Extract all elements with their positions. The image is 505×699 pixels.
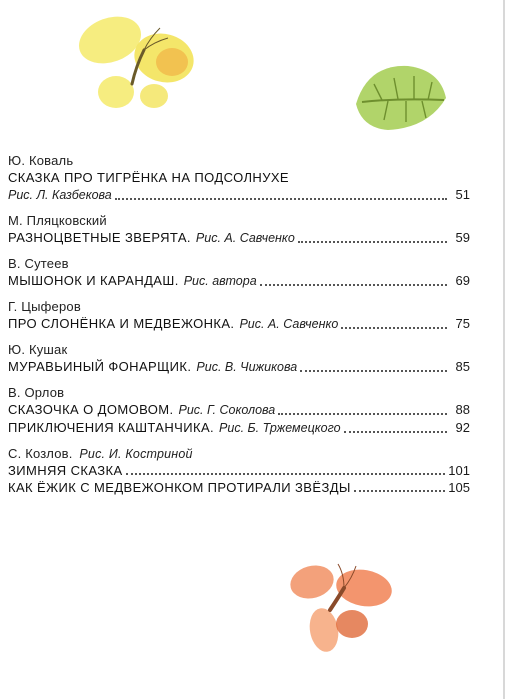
toc-entry	[8, 213, 470, 247]
story-title: РАЗНОЦВЕТНЫЕ ЗВЕРЯТА.	[8, 230, 191, 245]
dot-leader	[126, 473, 446, 475]
dot-leader	[278, 413, 447, 415]
toc-line	[8, 186, 470, 204]
dot-leader	[344, 431, 447, 433]
toc-line	[8, 358, 470, 376]
illustrator-credit: Рис. И. Костриной	[79, 447, 193, 461]
toc-line	[8, 229, 470, 247]
author-name: Ю. Коваль	[8, 153, 74, 168]
author-name	[8, 446, 470, 462]
toc-line	[8, 272, 470, 290]
illustrator-credit: Рис. автора	[183, 274, 257, 288]
toc-entry	[8, 299, 470, 333]
page-number: 85	[455, 359, 470, 374]
toc-line	[8, 401, 470, 419]
leaf-icon	[348, 58, 452, 138]
author-name: М. Пляцковский	[8, 213, 107, 228]
illustrator-credit: Рис. А. Савченко	[239, 317, 339, 331]
illustrator-credit: Рис. Б. Тржемецкого	[219, 421, 341, 435]
story-title: ЗИМНЯЯ СКАЗКА	[8, 463, 123, 478]
page-number: 105	[448, 480, 470, 495]
dot-leader	[298, 241, 447, 243]
page-number: 51	[455, 187, 470, 202]
author-name: Ю. Кушак	[8, 342, 68, 357]
dot-leader	[300, 370, 447, 372]
story-title: СКАЗКА ПРО ТИГРЁНКА НА ПОДСОЛНУХЕ	[8, 170, 289, 185]
author-name: Г. Цыферов	[8, 299, 81, 314]
page-number: 101	[448, 463, 470, 478]
story-title: СКАЗОЧКА О ДОМОВОМ.	[8, 402, 174, 417]
toc-entry	[8, 342, 470, 376]
toc-line	[8, 169, 470, 186]
story-title: ПРО СЛОНЁНКА И МЕДВЕЖОНКА.	[8, 316, 235, 331]
toc-line	[8, 479, 470, 496]
illustrator-credit: Рис. Л. Казбекова	[8, 188, 112, 202]
story-title: ПРИКЛЮЧЕНИЯ КАШТАНЧИКА.	[8, 420, 215, 435]
page-number: 59	[455, 230, 470, 245]
author-name: В. Сутеев	[8, 256, 69, 271]
story-title: МЫШОНОК И КАРАНДАШ.	[8, 273, 179, 288]
orange-butterfly-icon	[282, 558, 398, 662]
toc-entry	[8, 153, 470, 204]
dot-leader	[354, 490, 445, 492]
author-name: В. Орлов	[8, 385, 65, 400]
dot-leader	[341, 327, 447, 329]
page-number: 69	[455, 273, 470, 288]
toc-line	[8, 315, 470, 333]
story-title: КАК ЁЖИК С МЕДВЕЖОНКОМ ПРОТИРАЛИ ЗВЁЗДЫ	[8, 480, 351, 495]
illustrator-credit: Рис. Г. Соколова	[178, 403, 276, 417]
toc-entry	[8, 446, 470, 496]
toc-entry	[8, 256, 470, 290]
author-name-text: С. Козлов.	[8, 446, 73, 461]
toc-line	[8, 419, 470, 437]
toc-line	[8, 462, 470, 479]
dot-leader	[115, 198, 447, 200]
table-of-contents	[8, 153, 470, 505]
yellow-butterfly-icon	[72, 6, 202, 118]
illustrator-credit: Рис. А. Савченко	[195, 231, 295, 245]
page-number: 88	[455, 402, 470, 417]
story-title: МУРАВЬИНЫЙ ФОНАРЩИК.	[8, 359, 192, 374]
page-number: 92	[455, 420, 470, 435]
dot-leader	[260, 284, 447, 286]
toc-entry	[8, 385, 470, 437]
page-number: 75	[455, 316, 470, 331]
illustrator-credit: Рис. В. Чижикова	[196, 360, 298, 374]
